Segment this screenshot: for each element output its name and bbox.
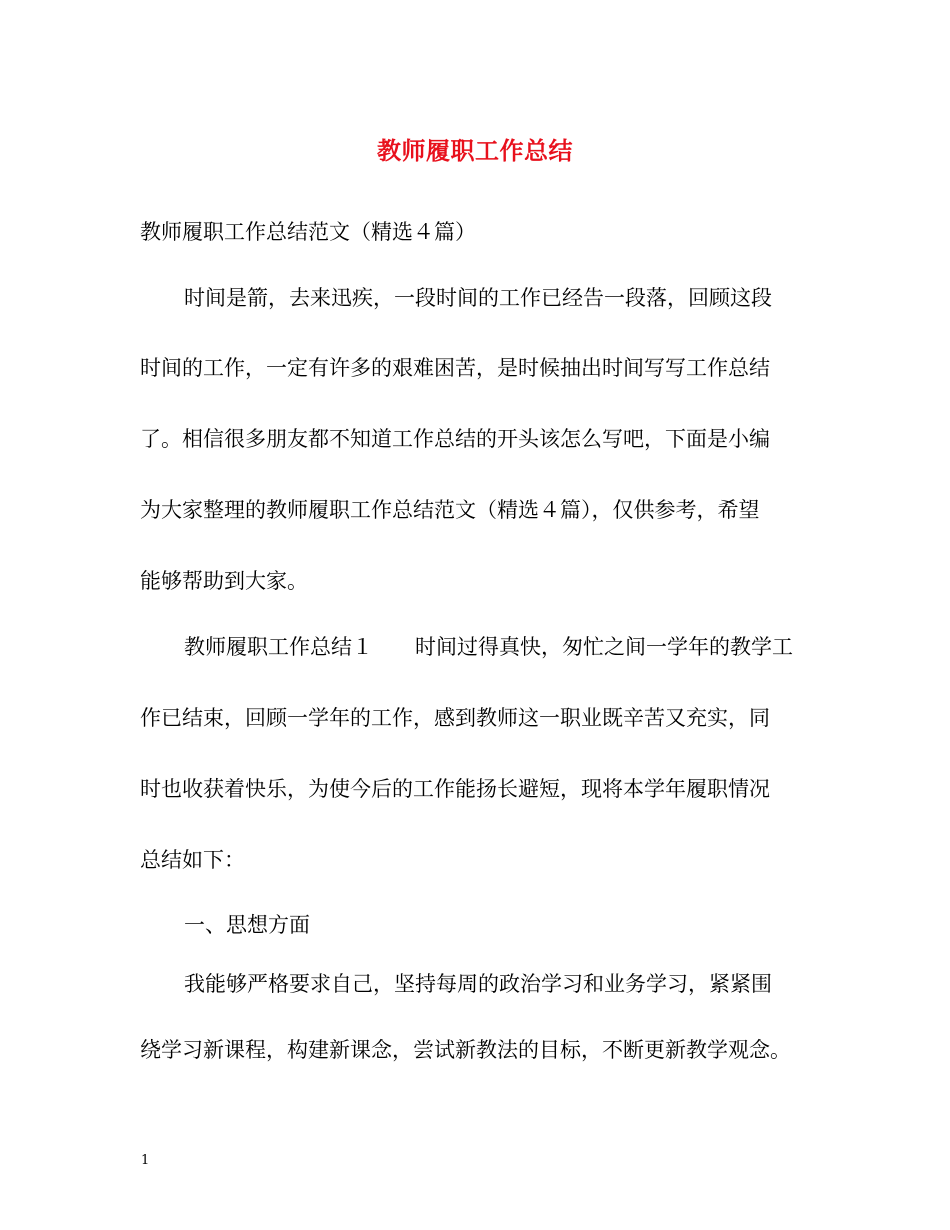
document-subtitle: 教师履职工作总结范文（精选４篇） — [140, 220, 476, 244]
paragraph-line: 教师履职工作总结１ 时间过得真快，匆忙之间一学年的教学工 — [184, 635, 793, 659]
document-title: 教师履职工作总结 — [377, 136, 573, 165]
section-heading: 一、思想方面 — [184, 913, 310, 937]
paragraph-line: 时间的工作，一定有许多的艰难困苦，是时候抽出时间写写工作总结 — [140, 356, 770, 380]
paragraph-line: 能够帮助到大家。 — [140, 569, 308, 593]
paragraph-line: 总结如下： — [140, 848, 245, 872]
paragraph-line: 时间是箭，去来迅疾，一段时间的工作已经告一段落，回顾这段 — [184, 286, 772, 310]
paragraph-line: 绕学习新课程，构建新课念，尝试新教法的目标，不断更新教学观念。 — [140, 1038, 791, 1062]
paragraph-line: 时也收获着快乐，为使今后的工作能扬长避短，现将本学年履职情况 — [140, 777, 770, 801]
paragraph-line: 了。相信很多朋友都不知道工作总结的开头该怎么写吧，下面是小编 — [140, 427, 770, 451]
paragraph-line: 作已结束，回顾一学年的工作，感到教师这一职业既辛苦又充实，同 — [140, 706, 770, 730]
page-number: 1 — [141, 1153, 150, 1168]
paragraph-line: 我能够严格要求自己，坚持每周的政治学习和业务学习，紧紧围 — [184, 972, 772, 996]
paragraph-line: 为大家整理的教师履职工作总结范文（精选４篇），仅供参考，希望 — [140, 498, 760, 522]
